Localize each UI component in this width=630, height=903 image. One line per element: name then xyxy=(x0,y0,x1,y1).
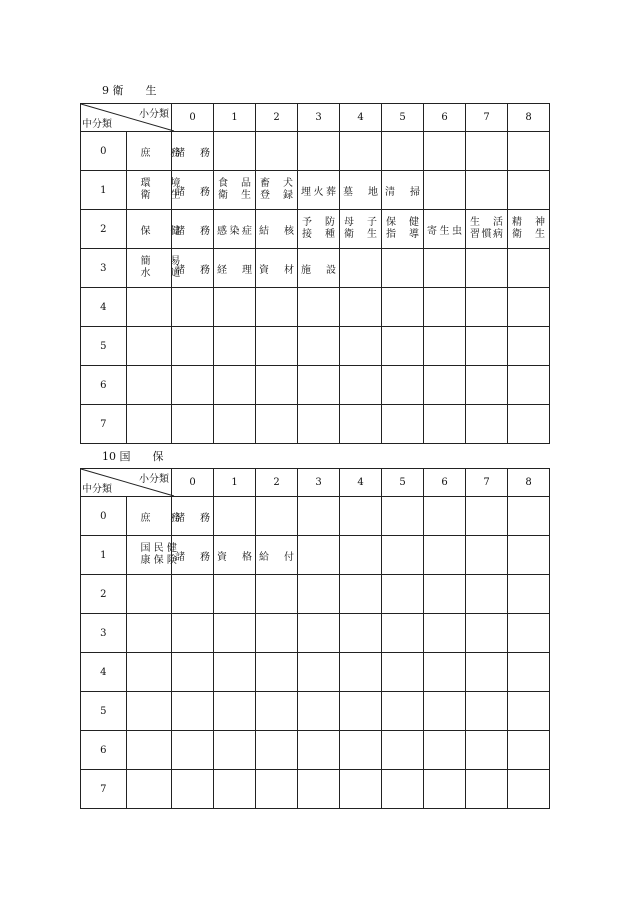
classification-cell xyxy=(382,536,424,575)
cell-text-line: 衛 生 xyxy=(140,190,181,201)
classification-cell xyxy=(172,327,214,366)
classification-cell xyxy=(172,614,214,653)
middle-category-cell xyxy=(126,536,177,575)
classification-cell xyxy=(508,497,550,536)
table-row xyxy=(81,288,550,327)
classification-cell xyxy=(256,614,298,653)
row-number: 0 xyxy=(81,132,127,171)
row-number: 3 xyxy=(81,614,127,653)
classification-cell xyxy=(214,692,256,731)
classification-cell xyxy=(466,405,508,444)
cell-text-line: 精 神 xyxy=(512,217,545,228)
classification-cell xyxy=(382,327,424,366)
small-category-label: 小分類 xyxy=(139,474,169,485)
classification-cell xyxy=(256,731,298,770)
classification-cell xyxy=(172,288,214,327)
classification-cell xyxy=(172,731,214,770)
cell-text: 資 格 xyxy=(217,551,252,563)
table-row xyxy=(81,497,550,536)
column-header: 2 xyxy=(256,469,298,497)
classification-cell xyxy=(340,249,382,288)
small-category-label: 小分類 xyxy=(139,109,169,120)
classification-cell xyxy=(298,171,340,210)
column-header: 5 xyxy=(382,469,424,497)
classification-cell xyxy=(508,210,550,249)
classification-cell xyxy=(340,770,382,809)
middle-category-cell xyxy=(126,614,172,653)
cell-text: 墓 地 xyxy=(343,186,378,198)
cell-text: 施 設 xyxy=(301,264,336,276)
classification-cell xyxy=(466,653,508,692)
classification-cell xyxy=(508,692,550,731)
classification-cell xyxy=(424,692,466,731)
cell-text-line: 衛 生 xyxy=(344,229,377,240)
section-title: 9 衛 生 xyxy=(102,84,157,97)
classification-cell xyxy=(340,288,382,327)
cell-text-line: 登 録 xyxy=(260,190,293,201)
classification-cell xyxy=(340,575,382,614)
middle-category-cell xyxy=(126,210,181,249)
cell-text-line: 衛 生 xyxy=(218,190,251,201)
table-row xyxy=(81,692,550,731)
row-number: 7 xyxy=(81,405,127,444)
classification-cell xyxy=(172,132,214,171)
classification-cell xyxy=(382,653,424,692)
classification-cell xyxy=(424,575,466,614)
row-number: 1 xyxy=(81,536,127,575)
classification-cell xyxy=(382,575,424,614)
cell-text: 諸 務 xyxy=(175,225,210,237)
classification-cell xyxy=(508,288,550,327)
cell-text: 諸 務 xyxy=(175,186,210,198)
classification-cell xyxy=(340,536,382,575)
classification-cell xyxy=(298,405,340,444)
row-number: 6 xyxy=(81,731,127,770)
classification-cell xyxy=(508,731,550,770)
classification-cell xyxy=(340,132,382,171)
table-row xyxy=(81,210,550,249)
classification-cell xyxy=(256,327,298,366)
classification-cell xyxy=(508,327,550,366)
classification-cell xyxy=(340,653,382,692)
classification-cell xyxy=(466,249,508,288)
cell-text-line: 習慣病 xyxy=(470,229,503,240)
middle-category-label: 中分類 xyxy=(82,119,112,130)
classification-cell xyxy=(424,327,466,366)
classification-cell xyxy=(508,614,550,653)
column-header: 8 xyxy=(508,469,550,497)
classification-cell xyxy=(256,536,298,575)
cell-text: 保 健 xyxy=(140,225,181,237)
classification-cell xyxy=(466,536,508,575)
column-header: 7 xyxy=(466,104,508,132)
classification-cell xyxy=(214,770,256,809)
column-header: 5 xyxy=(382,104,424,132)
cell-text-line: 簡 易 xyxy=(140,256,181,267)
middle-category-cell xyxy=(126,132,181,171)
column-header: 0 xyxy=(172,469,214,497)
cell-text: 給 付 xyxy=(259,551,294,563)
middle-category-cell xyxy=(126,731,172,770)
classification-cell xyxy=(298,288,340,327)
row-number: 4 xyxy=(81,288,127,327)
classification-cell xyxy=(424,614,466,653)
classification-cell xyxy=(214,132,256,171)
classification-cell xyxy=(298,692,340,731)
classification-cell xyxy=(424,536,466,575)
cell-text-line: 環 境 xyxy=(140,178,181,189)
classification-cell xyxy=(508,249,550,288)
classification-cell xyxy=(424,132,466,171)
classification-cell xyxy=(340,405,382,444)
classification-cell xyxy=(382,770,424,809)
table-row xyxy=(81,171,550,210)
classification-cell xyxy=(172,366,214,405)
table-row xyxy=(81,653,550,692)
classification-cell xyxy=(382,171,424,210)
cell-text-line: 母 子 xyxy=(344,217,377,228)
cell-text: 経 理 xyxy=(217,264,252,276)
classification-cell xyxy=(424,405,466,444)
classification-cell xyxy=(340,614,382,653)
classification-cell xyxy=(256,770,298,809)
cell-text: 清 掃 xyxy=(385,186,420,198)
classification-cell xyxy=(340,366,382,405)
classification-cell xyxy=(466,497,508,536)
cell-text: 諸 務 xyxy=(175,512,210,524)
classification-cell xyxy=(382,288,424,327)
classification-cell xyxy=(340,171,382,210)
row-number: 3 xyxy=(81,249,127,288)
classification-cell xyxy=(466,692,508,731)
classification-cell xyxy=(382,614,424,653)
middle-category-cell xyxy=(126,770,172,809)
classification-cell xyxy=(424,731,466,770)
classification-cell xyxy=(256,653,298,692)
classification-cell xyxy=(466,327,508,366)
cell-text-line: 康 保 険 xyxy=(140,555,177,566)
classification-cell xyxy=(256,288,298,327)
classification-cell xyxy=(466,210,508,249)
column-header: 0 xyxy=(172,104,214,132)
classification-cell xyxy=(382,210,424,249)
classification-cell xyxy=(424,366,466,405)
classification-cell xyxy=(382,249,424,288)
classification-cell xyxy=(382,497,424,536)
classification-cell xyxy=(508,536,550,575)
classification-cell xyxy=(214,171,256,210)
classification-cell xyxy=(466,575,508,614)
middle-category-cell xyxy=(126,288,172,327)
column-header: 7 xyxy=(466,469,508,497)
classification-cell xyxy=(298,249,340,288)
classification-cell xyxy=(214,249,256,288)
classification-cell xyxy=(172,770,214,809)
column-header: 8 xyxy=(508,104,550,132)
cell-text: 諸 務 xyxy=(175,147,210,159)
cell-text-line: 生 活 xyxy=(470,217,503,228)
classification-cell xyxy=(298,653,340,692)
row-number: 4 xyxy=(81,653,127,692)
classification-cell xyxy=(466,731,508,770)
classification-cell xyxy=(172,497,214,536)
cell-text: 庶 務 xyxy=(140,147,181,159)
middle-category-cell xyxy=(126,327,172,366)
classification-cell xyxy=(172,210,214,249)
cell-text: 諸 務 xyxy=(175,551,210,563)
classification-cell xyxy=(172,249,214,288)
classification-cell xyxy=(256,249,298,288)
cell-text-line: 接 種 xyxy=(302,229,335,240)
classification-cell xyxy=(256,497,298,536)
table-row xyxy=(81,366,550,405)
classification-cell xyxy=(214,327,256,366)
classification-cell xyxy=(214,575,256,614)
classification-cell xyxy=(298,536,340,575)
classification-cell xyxy=(382,731,424,770)
column-header: 2 xyxy=(256,104,298,132)
column-header: 6 xyxy=(424,104,466,132)
classification-cell xyxy=(256,366,298,405)
cell-text-line: 国 民 健 xyxy=(140,543,177,554)
classification-cell xyxy=(172,405,214,444)
classification-cell xyxy=(508,171,550,210)
corner-header-cell xyxy=(81,104,172,132)
column-header: 6 xyxy=(424,469,466,497)
classification-cell xyxy=(466,366,508,405)
cell-text-line: 衛 生 xyxy=(512,229,545,240)
classification-cell xyxy=(298,575,340,614)
cell-text-line: 予 防 xyxy=(302,217,335,228)
classification-cell xyxy=(298,770,340,809)
classification-cell xyxy=(298,132,340,171)
classification-cell xyxy=(256,692,298,731)
classification-cell xyxy=(466,171,508,210)
row-number: 0 xyxy=(81,497,127,536)
classification-cell xyxy=(424,770,466,809)
header-row xyxy=(81,104,550,132)
classification-cell xyxy=(214,536,256,575)
cell-text-line: 保 健 xyxy=(386,217,419,228)
classification-cell xyxy=(382,405,424,444)
classification-cell xyxy=(172,536,214,575)
column-header: 4 xyxy=(340,469,382,497)
table-row xyxy=(81,327,550,366)
classification-cell xyxy=(298,210,340,249)
classification-cell xyxy=(424,210,466,249)
classification-cell xyxy=(340,731,382,770)
classification-cell xyxy=(340,327,382,366)
classification-cell xyxy=(172,575,214,614)
classification-cell xyxy=(466,288,508,327)
classification-cell xyxy=(256,210,298,249)
cell-text-line: 水 道 xyxy=(140,268,181,279)
classification-cell xyxy=(214,210,256,249)
header-row xyxy=(81,469,550,497)
row-number: 7 xyxy=(81,770,127,809)
classification-cell xyxy=(508,770,550,809)
cell-text-line: 指 導 xyxy=(386,229,419,240)
classification-cell xyxy=(424,249,466,288)
middle-category-cell xyxy=(126,575,172,614)
classification-cell xyxy=(298,731,340,770)
row-number: 2 xyxy=(81,210,127,249)
classification-cell xyxy=(466,132,508,171)
classification-cell xyxy=(256,171,298,210)
classification-cell xyxy=(382,132,424,171)
classification-cell xyxy=(214,288,256,327)
classification-cell xyxy=(424,653,466,692)
section-title: 10 国 保 xyxy=(102,450,164,463)
classification-cell xyxy=(214,614,256,653)
column-header: 1 xyxy=(214,469,256,497)
middle-category-cell xyxy=(126,366,172,405)
classification-cell xyxy=(340,497,382,536)
classification-cell xyxy=(340,692,382,731)
classification-cell xyxy=(424,497,466,536)
row-number: 6 xyxy=(81,366,127,405)
classification-cell xyxy=(298,366,340,405)
row-number: 5 xyxy=(81,327,127,366)
middle-category-cell xyxy=(126,692,172,731)
classification-cell xyxy=(298,614,340,653)
cell-text: 結 核 xyxy=(259,225,294,237)
classification-cell xyxy=(172,171,214,210)
table-row xyxy=(81,614,550,653)
middle-category-cell xyxy=(126,405,172,444)
classification-cell xyxy=(256,405,298,444)
classification-cell xyxy=(298,497,340,536)
cell-text: 諸 務 xyxy=(175,264,210,276)
middle-category-cell xyxy=(126,653,172,692)
classification-cell xyxy=(214,405,256,444)
table-row xyxy=(81,731,550,770)
classification-cell xyxy=(508,405,550,444)
classification-cell xyxy=(424,288,466,327)
cell-text-line: 畜 犬 xyxy=(260,178,293,189)
middle-category-cell xyxy=(126,171,181,210)
classification-cell xyxy=(466,770,508,809)
column-header: 1 xyxy=(214,104,256,132)
column-header: 3 xyxy=(298,469,340,497)
classification-cell xyxy=(256,132,298,171)
classification-cell xyxy=(214,731,256,770)
middle-category-label: 中分類 xyxy=(82,484,112,495)
classification-cell xyxy=(382,692,424,731)
table-row xyxy=(81,249,550,288)
classification-cell xyxy=(508,575,550,614)
classification-cell xyxy=(214,366,256,405)
classification-cell xyxy=(214,653,256,692)
classification-cell xyxy=(508,653,550,692)
row-number: 5 xyxy=(81,692,127,731)
cell-text: 感染症 xyxy=(217,225,252,237)
cell-text-line: 食 品 xyxy=(218,178,251,189)
classification-table xyxy=(80,103,550,444)
table-row xyxy=(81,132,550,171)
classification-cell xyxy=(382,366,424,405)
cell-text: 埋火葬 xyxy=(301,186,336,198)
classification-cell xyxy=(466,614,508,653)
classification-cell xyxy=(424,171,466,210)
classification-cell xyxy=(298,327,340,366)
table-row xyxy=(81,575,550,614)
classification-table xyxy=(80,468,550,809)
cell-text: 寄生虫 xyxy=(427,225,462,237)
column-header: 3 xyxy=(298,104,340,132)
table-row xyxy=(81,405,550,444)
cell-text: 庶 務 xyxy=(140,512,181,524)
table-row xyxy=(81,536,550,575)
cell-text: 資 材 xyxy=(259,264,294,276)
table-row xyxy=(81,770,550,809)
classification-cell xyxy=(256,575,298,614)
row-number: 2 xyxy=(81,575,127,614)
corner-header-cell xyxy=(81,469,172,497)
column-header: 4 xyxy=(340,104,382,132)
classification-cell xyxy=(340,210,382,249)
row-number: 1 xyxy=(81,171,127,210)
classification-cell xyxy=(172,653,214,692)
classification-cell xyxy=(214,497,256,536)
middle-category-cell xyxy=(126,249,181,288)
classification-cell xyxy=(508,366,550,405)
classification-cell xyxy=(508,132,550,171)
middle-category-cell xyxy=(126,497,181,536)
classification-cell xyxy=(172,692,214,731)
